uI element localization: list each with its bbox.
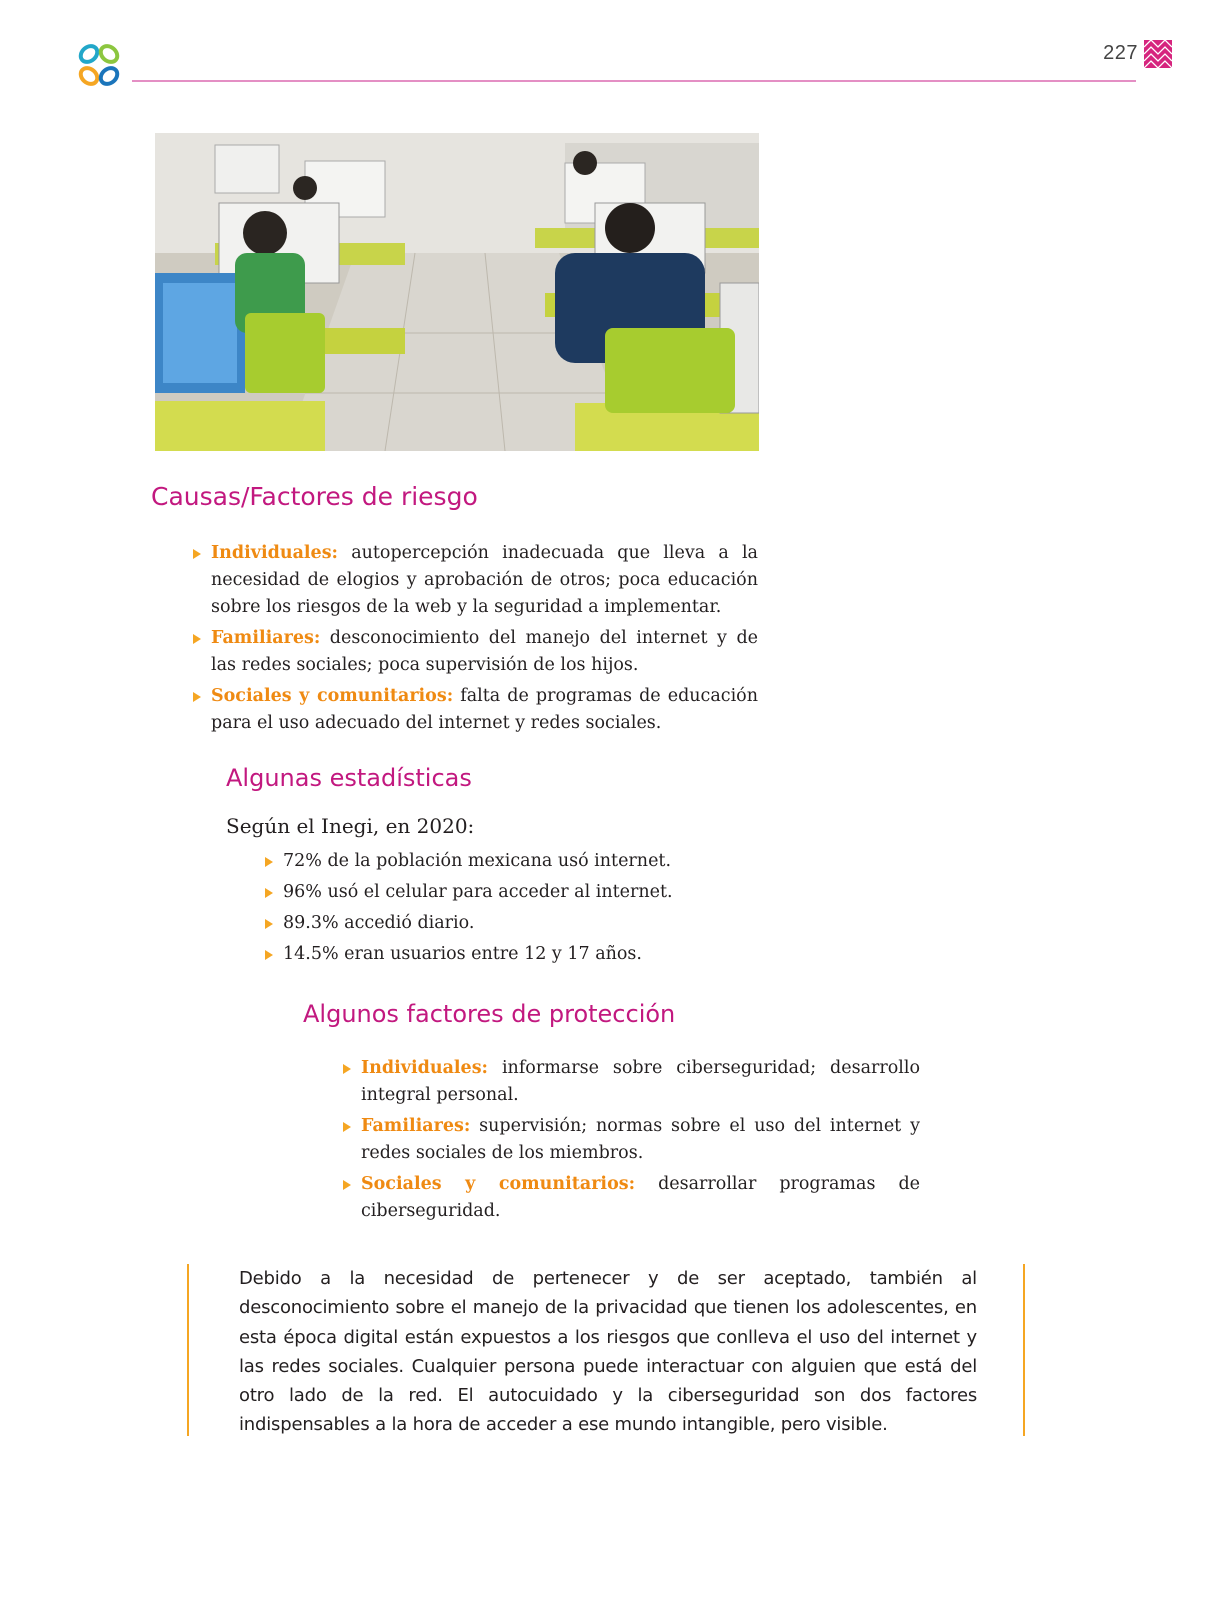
list-item (341, 1171, 920, 1225)
factor-text: desarrollar programas de ciberseguridad. (361, 1174, 921, 1221)
factor-text: falta de programas de educación para el uso adecuado del internet y redes sociales. (211, 686, 758, 733)
stat-text: 89.3% accedió diario. (283, 913, 475, 933)
bullet-arrow-icon (343, 1122, 351, 1132)
list-item (341, 1055, 920, 1109)
factor-term: Sociales y comunitarios: (361, 1174, 636, 1194)
proteccion-list (341, 1055, 920, 1229)
causas-list (191, 540, 758, 741)
factor-text: autopercepción inadecuada que lleva a la necesidad de elogios y aprobación de otros; poca educación sobre los riesgos de la web y la seguridad a implementar. (211, 543, 758, 617)
woven-pattern-icon (1144, 40, 1172, 68)
bullet-arrow-icon (265, 888, 273, 898)
bullet-arrow-icon (265, 950, 273, 960)
section-heading-causas: Causas/Factores de riesgo (151, 482, 478, 511)
header-rule (132, 80, 1136, 82)
classroom-photo (155, 133, 759, 451)
factor-text: informarse sobre ciberseguridad; desarrollo integral personal. (361, 1058, 920, 1105)
factor-term: Individuales: (211, 543, 339, 563)
bullet-arrow-icon (343, 1064, 351, 1074)
list-item (263, 941, 743, 968)
section-heading-estadisticas: Algunas estadísticas (226, 764, 472, 792)
factor-term: Individuales: (361, 1058, 489, 1078)
callout-bar-left (187, 1264, 189, 1436)
list-item (191, 683, 758, 737)
bullet-arrow-icon (193, 692, 201, 702)
stat-text: 14.5% eran usuarios entre 12 y 17 años. (283, 944, 642, 964)
list-item (341, 1113, 920, 1167)
list-item (191, 625, 758, 679)
bullet-arrow-icon (265, 857, 273, 867)
list-item (263, 910, 743, 937)
section-heading-proteccion: Algunos factores de protección (303, 1000, 676, 1028)
stat-text: 96% usó el celular para acceder al internet. (283, 882, 673, 902)
list-item (263, 879, 743, 906)
factor-text: supervisión; normas sobre el uso del internet y redes sociales de los miembros. (361, 1116, 920, 1163)
page-number: 227 (1103, 42, 1138, 64)
bullet-arrow-icon (193, 549, 201, 559)
bullet-arrow-icon (343, 1180, 351, 1190)
stat-text: 72% de la población mexicana usó internet. (283, 851, 672, 871)
stats-intro: Según el Inegi, en 2020: (226, 814, 475, 838)
stats-list (263, 848, 743, 972)
list-item (191, 540, 758, 621)
list-item (263, 848, 743, 875)
callout-paragraph: Debido a la necesidad de pertenecer y de ser aceptado, también al desconocimiento sobre el manejo de la privacidad que tienen los adolescentes, en esta época digital están expuestos a los riesgos que conlleva el uso del internet y las redes sociales. Cualquier persona puede interactuar con alguien que está del otro lado de la red. El autocuidado y la ciberseguridad son dos factores indispensables a la hora de acceder a ese mundo intangible, pero visible. (239, 1268, 977, 1436)
bullet-arrow-icon (193, 634, 201, 644)
factor-term: Familiares: (211, 628, 321, 648)
callout-bar-right (1023, 1264, 1025, 1436)
factor-text: desconocimiento del manejo del internet y de las redes sociales; poca supervisión de los hijos. (211, 628, 758, 675)
four-petal-logo-icon (76, 42, 122, 88)
bullet-arrow-icon (265, 919, 273, 929)
factor-term: Familiares: (361, 1116, 471, 1136)
factor-term: Sociales y comunitarios: (211, 686, 454, 706)
